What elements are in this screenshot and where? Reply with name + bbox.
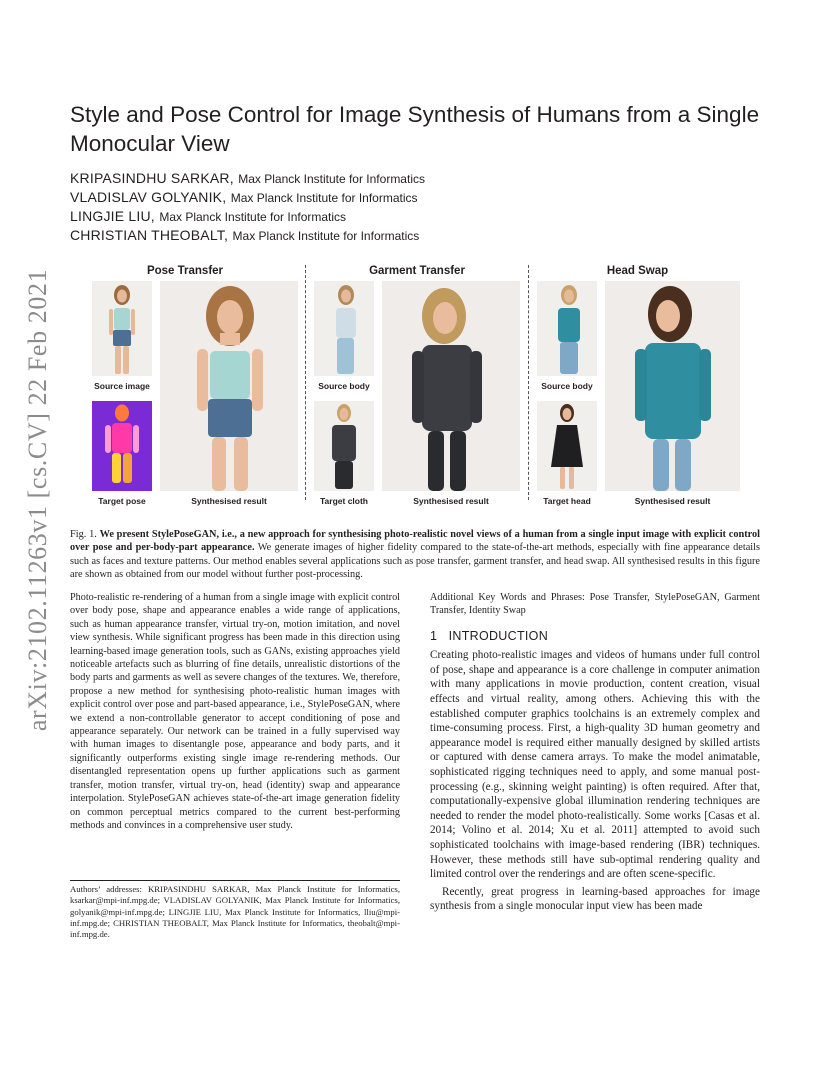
label-synthesised-result: Synthesised result [413,496,489,506]
author-line [70,227,630,246]
paper-title: Style and Pose Control for Image Synthesis of Humans from a Single Monocular View [70,102,760,156]
target-cloth-photo [314,401,374,491]
label-synthesised-result: Synthesised result [634,496,711,506]
footnote-rule [70,880,400,881]
author-affiliation: Max Planck Institute for Informatics [230,191,418,205]
label-source-body: Source body [541,381,593,391]
author-list [70,170,630,246]
label-source-image: Source image [94,381,150,391]
section-title: INTRODUCTION [448,628,549,643]
source-body-photo [537,281,597,376]
garment-transfer-result-photo [382,281,520,491]
panel-heading-garment-transfer: Garment Transfer [369,265,465,277]
target-head-photo [537,401,597,491]
label-source-body: Source body [318,381,370,391]
author-affiliation: Max Planck Institute for Informatics [159,210,347,224]
keywords: Additional Key Words and Phrases: Pose Transfer, StylePoseGAN, Garment Transfer, Identity Swap [430,592,760,617]
author-name: KRIPASINDHU SARKAR, [70,170,234,186]
panel-heading-head-swap: Head Swap [606,265,669,277]
panel-divider [305,265,306,500]
author-line [70,170,630,189]
label-target-head: Target head [543,496,591,506]
caption-text: We generate images of higher fidelity compared to the state-of-the-art methods, especially with fine appearance details such as faces and texture patterns. Our method enables several applications such as pose transfer, garment transfer, and head swap. All synthesised results in this figure are shown as obtained from our model without further post-processing. [70,542,760,581]
author-addresses-footnote: Authors’ addresses: KRIPASINDHU SARKAR, Max Planck Institute for Informatics, ksarkar@mpi-inf.mpg.de; VLADISLAV GOLYANIK, Max Planck Institute for Informatics, golyanik@mpi-inf.mpg.de; LINGJIE LIU, Max Planck Institute for Informatics, lliu@mpi-inf.mpg.de; CHRISTIAN THEOBALT, Max Planck Institute for Informatics, theobalt@mpi-inf.mpg.de. [70,884,400,940]
pose-transfer-result-photo [160,281,298,491]
panel-heading-pose-transfer: Pose Transfer [146,265,224,277]
intro-paragraph: Creating photo-realistic images and videos of humans under full control of pose, shape and appearance is a core challenge in computer animation with many applications in movie production, content creation, visual effects and virtual reality, among others. Achieving this with the established computer graphics toolchains is an extremely complex and time-consuming process. First, a high-quality 3D human geometry and appearance model is required either manually designed by skilled artists or captured with dense camera arrays. To make the model animatable, sophisticated rigging techniques need to apply, and some manual post-processing (e.g., skinning weight painting) is often required. After that, computationally-expensive global illumination rendering techniques are needed to render the model photo-realistically. Some works [Casas et al. 2014; Volino et al. 2014; Xu et al. 2011] attempted to avoid such sophisticated toolchains with image-based rendering (IBR) techniques. However, these methods still have sub-optimal rendering quality and limited control over the renderings and are often scene-specific. [430,649,760,881]
source-body-photo [314,281,374,376]
head-swap-result-photo [605,281,740,491]
source-image-photo [92,281,152,376]
author-affiliation: Max Planck Institute for Informatics [238,172,425,186]
target-pose-map [92,401,152,491]
label-synthesised-result: Synthesised result [191,496,267,506]
figure-1 [90,263,740,513]
author-name: LINGJIE LIU, [70,208,155,224]
label-target-pose: Target pose [98,496,146,506]
caption-bold: We present StylePoseGAN, i.e., a new approach for synthesising photo-realistic novel views of a human from a single input image with explicit control over pose and per-body-part appearance. [70,529,761,554]
abstract: Photo-realistic re-rendering of a human from a single image with explicit control over body pose, shape and appearance enables a wide range of applications, such as human appearance transfer, virtual try-on, motion imitation, and novel view synthesis. While significant progress has been made in this direction using learning-based image generation tools, such as GANs, existing approaches yield noticeable artefacts such as blurring of fine details, unrealistic distortions of the body parts and garments as well as severe changes of the textures. We, therefore, propose a new method for synthesising photo-realistic human images with explicit control over pose and part-based appearance, i.e., StylePoseGAN, where we extend a non-controllable generator to accept conditioning of pose and appearance separately. Our network can be trained in a fully supervised way with human images to disentangle pose, appearance and body parts, and it significantly outperforms existing single image re-rendering methods. Our disentangled representation opens up further applications such as garment transfer, motion transfer, virtual try-on, head (identity) swap and appearance interpolation. StylePoseGAN achieves state-of-the-art image generation fidelity on common perceptual metrics compared to the current best-performing methods and convinces in a comprehensive user study. [70,592,400,831]
section-heading [430,630,760,643]
right-column [430,591,760,914]
author-line [70,189,630,208]
introduction-body [430,648,760,914]
caption-label: Fig. 1. [70,529,97,540]
panel-divider [528,265,529,500]
intro-paragraph: Recently, great progress in learning-based approaches for image synthesis from a single monocular input view has been made [430,885,760,913]
author-affiliation: Max Planck Institute for Informatics [232,229,420,243]
author-name: VLADISLAV GOLYANIK, [70,189,227,205]
figure-caption [70,528,760,582]
arxiv-identifier: arXiv:2102.11263v1 [cs.CV] 22 Feb 2021 [23,268,52,732]
label-target-cloth: Target cloth [319,496,368,506]
section-number: 1 [430,628,438,643]
author-line [70,208,630,227]
author-name: CHRISTIAN THEOBALT, [70,227,229,243]
